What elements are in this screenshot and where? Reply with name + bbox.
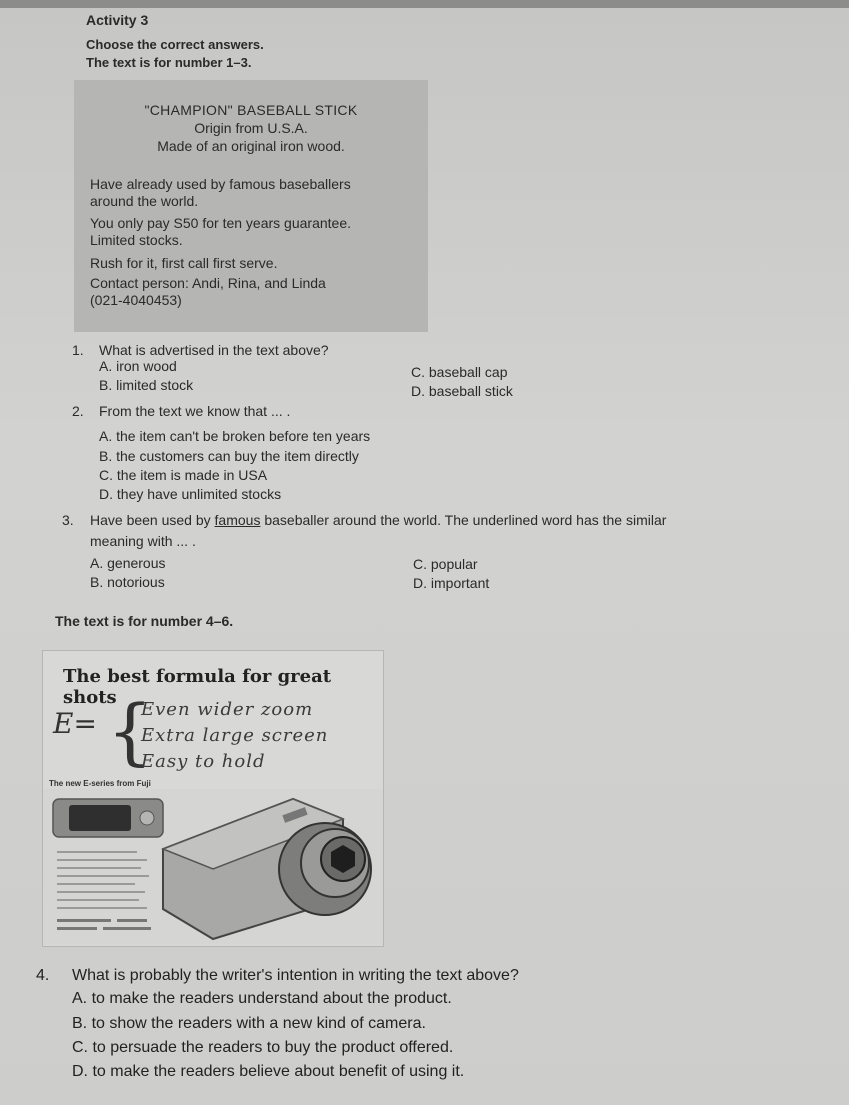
q1-option-c[interactable]: C. baseball cap [411, 364, 508, 380]
q3-text-after: baseballer around the world. The underlined word has the similar [260, 512, 667, 528]
top-shadow [0, 0, 849, 8]
q2-number: 2. [72, 403, 84, 419]
camera-ad-title: The best formula for great shots [63, 666, 332, 708]
q2-option-d[interactable]: D. they have unlimited stocks [99, 486, 282, 502]
q2-option-b[interactable]: B. the customers can buy the item directly [99, 448, 359, 464]
camera-ad [42, 650, 384, 947]
camera-series-caption: The new E-series from Fuji [49, 779, 151, 788]
formula-e: E= [53, 707, 97, 740]
q2-option-c[interactable]: C. the item is made in USA [99, 467, 268, 483]
text-reference-1-3: The text is for number 1–3. [86, 55, 252, 70]
q2-option-a[interactable]: A. the item can't be broken before ten years [99, 428, 371, 444]
q3-number: 3. [62, 512, 74, 528]
q4-option-b[interactable]: B. to show the readers with a new kind of camera. [72, 1015, 426, 1032]
q1-number: 1. [72, 342, 84, 358]
ad-line-2: around the world. [90, 193, 199, 209]
q1-option-a[interactable]: A. iron wood [99, 358, 177, 374]
q1-option-b[interactable]: B. limited stock [99, 377, 194, 393]
ad-line-5: Rush for it, first call first serve. [90, 255, 278, 271]
baseball-stick-ad [74, 80, 428, 332]
q3-option-b[interactable]: B. notorious [90, 574, 165, 590]
q4-option-a[interactable]: A. to make the readers understand about the product. [72, 990, 452, 1007]
instruction-text: Choose the correct answers. [86, 37, 264, 52]
ad-line-4: Limited stocks. [90, 232, 183, 248]
formula-line-1: Even wider zoom [141, 699, 314, 720]
q4-number: 4. [36, 967, 50, 984]
ad-line-3: You only pay S50 for ten years guarantee. [90, 215, 351, 231]
q3-text-line2: meaning with ... . [90, 533, 196, 549]
q3-underlined-word: famous [214, 512, 261, 528]
ad-line-6: Contact person: Andi, Rina, and Linda [90, 275, 326, 291]
q1-text: What is advertised in the text above? [99, 342, 329, 358]
q3-option-d[interactable]: D. important [413, 575, 490, 591]
ad-made: Made of an original iron wood. [157, 138, 345, 154]
formula-brace: { [107, 689, 153, 773]
q3-text [90, 512, 666, 528]
ad-title: "CHAMPION" BASEBALL STICK [144, 102, 358, 118]
q4-option-c[interactable]: C. to persuade the readers to buy the product offered. [72, 1039, 454, 1056]
q3-text-before: Have been used by [90, 512, 215, 528]
ad-origin: Origin from U.S.A. [194, 120, 308, 136]
q1-option-d[interactable]: D. baseball stick [411, 383, 513, 399]
q4-text: What is probably the writer's intention in writing the text above? [72, 967, 519, 984]
q3-option-a[interactable]: A. generous [90, 555, 166, 571]
q2-text: From the text we know that ... . [99, 403, 291, 419]
camera-illustration-icon [43, 789, 383, 945]
q3-option-c[interactable]: C. popular [413, 556, 478, 572]
q4-option-d[interactable]: D. to make the readers believe about benefit of using it. [72, 1063, 465, 1080]
ad-line-7: (021-4040453) [90, 292, 182, 308]
text-reference-4-6: The text is for number 4–6. [55, 613, 234, 629]
formula-line-3: Easy to hold [141, 751, 266, 772]
ad-line-1: Have already used by famous baseballers [90, 176, 351, 192]
activity-title: Activity 3 [86, 12, 149, 28]
formula-line-2: Extra large screen [141, 725, 329, 746]
